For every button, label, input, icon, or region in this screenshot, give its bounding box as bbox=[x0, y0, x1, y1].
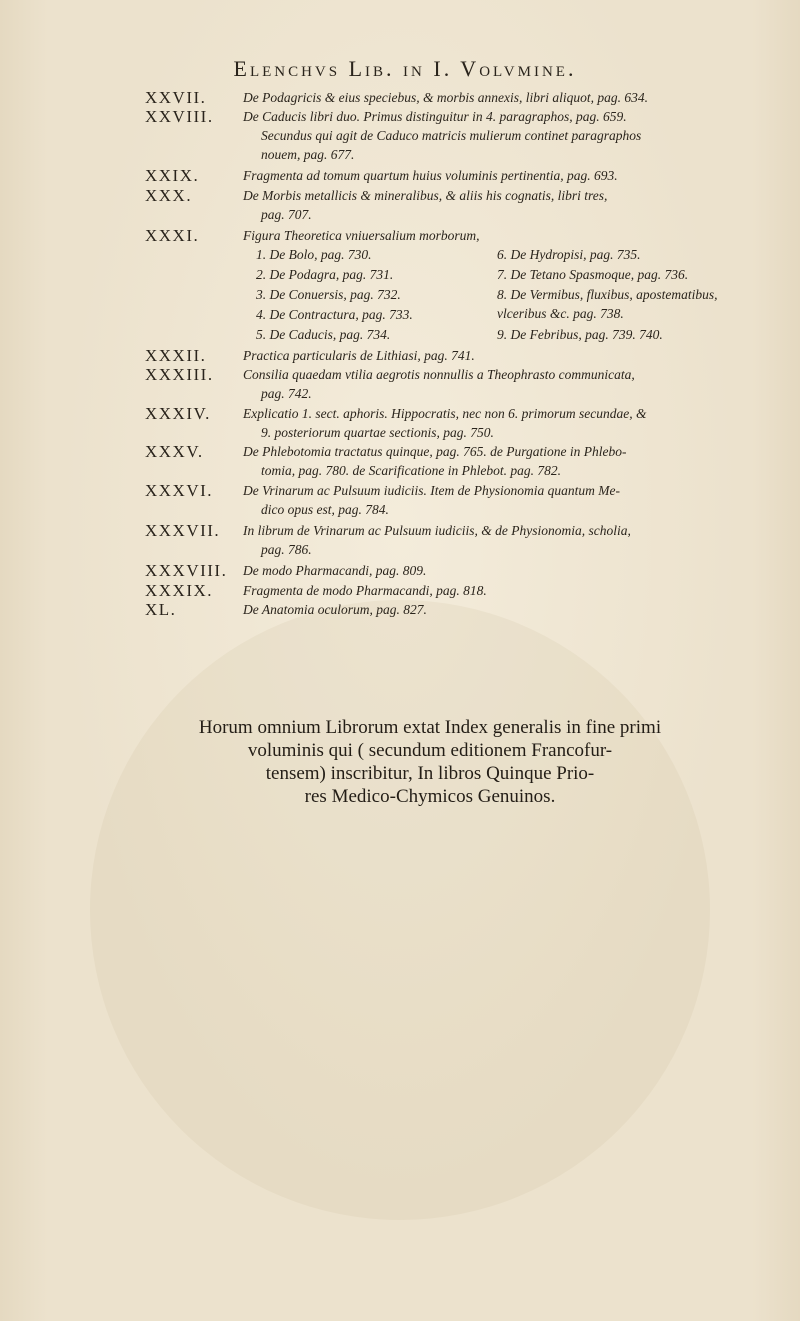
closing-line: Horum omnium Librorum extat Index generalis in fine primi bbox=[198, 717, 662, 738]
sub-item: 1. De Bolo, pag. 730. bbox=[256, 247, 372, 262]
entry-text bbox=[243, 404, 743, 442]
sub-item: 7. De Tetano Spasmoque, pag. 736. bbox=[497, 267, 689, 282]
entry-line: Fragmenta ad tomum quartum huius voluminis pertinentia, pag. 693. bbox=[243, 168, 618, 183]
entry-number: XXXII. bbox=[145, 346, 207, 365]
entry-text bbox=[243, 166, 743, 185]
entry-line: tomia, pag. 780. de Scarificatione in Phlebot. pag. 782. bbox=[261, 463, 561, 478]
entry-line: dico opus est, pag. 784. bbox=[261, 502, 389, 517]
entry-number: XXIX. bbox=[145, 166, 200, 185]
entry-line: nouem, pag. 677. bbox=[261, 147, 355, 162]
entry-text bbox=[243, 581, 743, 600]
entry-text bbox=[243, 346, 743, 365]
entry-text bbox=[243, 521, 743, 559]
header-title: Elenchvs Lib. in I. Volvmine. bbox=[233, 56, 577, 81]
sub-item: 4. De Contractura, pag. 733. bbox=[256, 307, 413, 322]
sub-item: 2. De Podagra, pag. 731. bbox=[256, 267, 394, 282]
entry-line: Fragmenta de modo Pharmacandi, pag. 818. bbox=[243, 583, 487, 598]
entry-text bbox=[243, 481, 743, 519]
entry-line: In librum de Vrinarum ac Pulsuum iudiciis, & de Physionomia, scholia, bbox=[243, 523, 631, 538]
closing-paragraph bbox=[130, 716, 730, 808]
entry-line: Figura Theoretica vniuersalium morborum, bbox=[243, 228, 480, 243]
entry-text bbox=[243, 600, 743, 619]
entry-line: De Anatomia oculorum, pag. 827. bbox=[243, 602, 427, 617]
entry-number: XXVIII. bbox=[145, 107, 214, 126]
entry-line: Consilia quaedam vtilia aegrotis nonnullis a Theophrasto communicata, bbox=[243, 367, 635, 382]
entry-number: XXXIII. bbox=[145, 365, 214, 384]
sub-item: 6. De Hydropisi, pag. 735. bbox=[497, 247, 641, 262]
entry-text bbox=[243, 88, 743, 107]
entry-line: pag. 742. bbox=[261, 386, 312, 401]
entry-number: XXXVIII. bbox=[145, 561, 228, 580]
entry-number: XXXV. bbox=[145, 442, 204, 461]
sub-item: 3. De Conuersis, pag. 732. bbox=[256, 287, 401, 302]
entry-line: De Vrinarum ac Pulsuum iudiciis. Item de Physionomia quantum Me- bbox=[243, 483, 620, 498]
sub-item: 9. De Febribus, pag. 739. 740. bbox=[497, 327, 663, 342]
closing-line: tensem) inscribitur, In libros Quinque Prio- bbox=[265, 763, 595, 784]
entry-line: De Podagricis & eius speciebus, & morbis annexis, libri aliquot, pag. 634. bbox=[243, 90, 648, 105]
sub-item: 8. De Vermibus, fluxibus, apostematibus, vlceribus &c. pag. 738. bbox=[497, 287, 718, 321]
entry-text bbox=[243, 561, 743, 580]
entry-number: XXXVII. bbox=[145, 521, 221, 540]
entry-text bbox=[243, 107, 743, 164]
entry-number: XXXVI. bbox=[145, 481, 214, 500]
paper-stain bbox=[90, 600, 710, 1220]
entry-line: pag. 707. bbox=[261, 207, 312, 222]
entry-line: Explicatio 1. sect. aphoris. Hippocratis, nec non 6. primorum secundae, & bbox=[243, 406, 647, 421]
entry-number: XXX. bbox=[145, 186, 193, 205]
entry-text bbox=[243, 186, 743, 224]
sub-item: 5. De Caducis, pag. 734. bbox=[256, 327, 391, 342]
entry-line: De Morbis metallicis & mineralibus, & aliis his cognatis, libri tres, bbox=[243, 188, 608, 203]
entry-text bbox=[243, 365, 743, 403]
entry-line: pag. 786. bbox=[261, 542, 312, 557]
entry-number: XL. bbox=[145, 600, 177, 619]
entry-number: XXXIV. bbox=[145, 404, 211, 423]
entry-number: XXVII. bbox=[145, 88, 207, 107]
entry-line: Secundus qui agit de Caduco matricis mulierum continet paragraphos bbox=[261, 128, 642, 143]
entry-text bbox=[243, 442, 743, 480]
entry-line: De modo Pharmacandi, pag. 809. bbox=[243, 563, 427, 578]
entry-line: De Phlebotomia tractatus quinque, pag. 765. de Purgatione in Phlebo- bbox=[243, 444, 627, 459]
entry-line: Practica particularis de Lithiasi, pag. 741. bbox=[243, 348, 475, 363]
page-header bbox=[0, 56, 800, 82]
entry-line: 9. posteriorum quartae sectionis, pag. 750. bbox=[261, 425, 494, 440]
entry-number: XXXI. bbox=[145, 226, 200, 245]
closing-line: voluminis qui ( secundum editionem Francofur- bbox=[247, 740, 613, 761]
entry-number: XXXIX. bbox=[145, 581, 214, 600]
entry-line: De Caducis libri duo. Primus distinguitur in 4. paragraphos, pag. 659. bbox=[243, 109, 627, 124]
closing-line: res Medico-Chymicos Genuinos. bbox=[304, 786, 556, 807]
entry-text bbox=[243, 226, 743, 245]
